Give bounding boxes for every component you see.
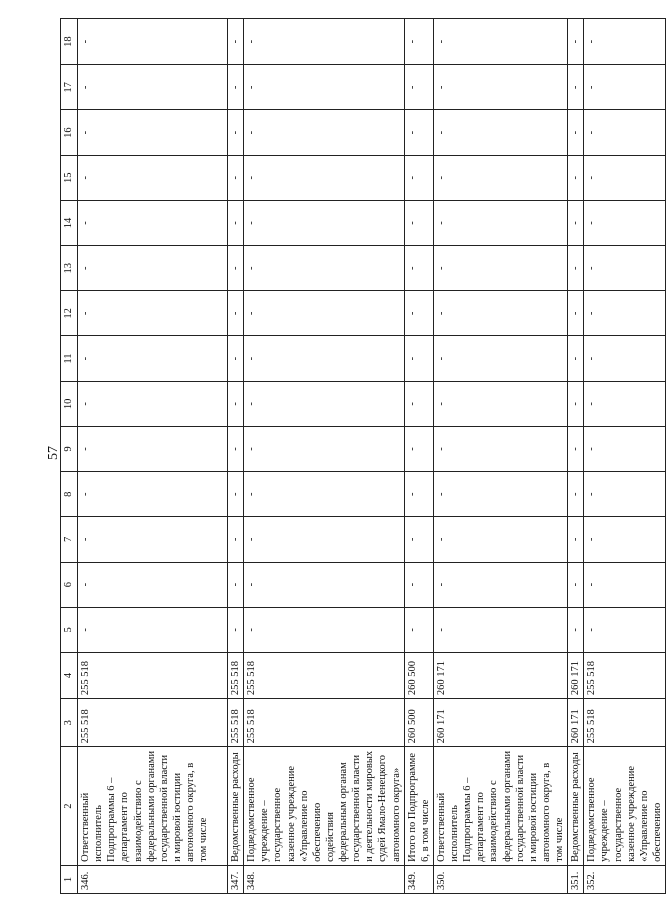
value-col-8: - (584, 472, 666, 517)
row-description: Итого по Подпрограмме 6, в том числе (404, 747, 433, 866)
value-col-14: - (568, 200, 584, 245)
row-number: 348. (244, 865, 405, 893)
value-col-8: - (404, 472, 433, 517)
value-col-14: - (404, 200, 433, 245)
value-col-11: - (244, 336, 405, 381)
value-col-17: - (584, 65, 666, 110)
column-header-3: 3 (61, 699, 78, 747)
value-col-16: - (433, 110, 567, 155)
row-number: 350. (433, 865, 567, 893)
table-row (568, 19, 584, 894)
value-col-8: - (433, 472, 567, 517)
value-col-12: - (404, 291, 433, 336)
value-col-4: 255 518 (584, 652, 666, 698)
column-header-8: 8 (61, 472, 78, 517)
column-header-12: 12 (61, 291, 78, 336)
column-header-16: 16 (61, 110, 78, 155)
value-col-9: - (584, 426, 666, 471)
value-col-12: - (244, 291, 405, 336)
value-col-17: - (568, 65, 584, 110)
row-description: Ведомственные расходы (228, 747, 244, 866)
value-col-11: - (584, 336, 666, 381)
value-col-13: - (404, 246, 433, 291)
row-number: 347. (228, 865, 244, 893)
value-col-16: - (584, 110, 666, 155)
value-col-7: - (433, 517, 567, 562)
value-col-5: - (228, 607, 244, 652)
value-col-3: 255 518 (244, 699, 405, 747)
value-col-17: - (78, 65, 228, 110)
value-col-13: - (78, 246, 228, 291)
value-col-9: - (404, 426, 433, 471)
value-col-3: 255 518 (228, 699, 244, 747)
value-col-16: - (244, 110, 405, 155)
value-col-4: 255 518 (78, 652, 228, 698)
value-col-9: - (433, 426, 567, 471)
value-col-7: - (404, 517, 433, 562)
value-col-17: - (404, 65, 433, 110)
column-header-10: 10 (61, 381, 78, 426)
value-col-9: - (228, 426, 244, 471)
column-header-14: 14 (61, 200, 78, 245)
value-col-10: - (584, 381, 666, 426)
value-col-14: - (228, 200, 244, 245)
budget-table (60, 18, 666, 894)
value-col-12: - (78, 291, 228, 336)
row-description: Подведомственное учреждение – государственное казенное учреждение «Управление по обеспечению содействия федеральным органам государственной власти и деятельности мировых судей Ямало-Ненецкого автономного округа» (244, 747, 405, 866)
column-header-11: 11 (61, 336, 78, 381)
value-col-15: - (404, 155, 433, 200)
value-col-14: - (78, 200, 228, 245)
header-row (61, 19, 78, 894)
value-col-4: 260 500 (404, 652, 433, 698)
value-col-17: - (228, 65, 244, 110)
table-row (584, 19, 666, 894)
column-header-13: 13 (61, 246, 78, 291)
value-col-10: - (433, 381, 567, 426)
row-number: 349. (404, 865, 433, 893)
row-number: 346. (78, 865, 228, 893)
row-number: 351. (568, 865, 584, 893)
column-header-6: 6 (61, 562, 78, 607)
value-col-13: - (568, 246, 584, 291)
value-col-7: - (244, 517, 405, 562)
table-row (244, 19, 405, 894)
value-col-14: - (244, 200, 405, 245)
value-col-16: - (404, 110, 433, 155)
value-col-5: - (244, 607, 405, 652)
rotated-table-wrapper (60, 18, 663, 894)
table-row (78, 19, 228, 894)
value-col-8: - (228, 472, 244, 517)
value-col-11: - (228, 336, 244, 381)
value-col-3: 260 171 (433, 699, 567, 747)
value-col-16: - (228, 110, 244, 155)
column-header-5: 5 (61, 607, 78, 652)
value-col-4: 255 518 (244, 652, 405, 698)
value-col-6: - (244, 562, 405, 607)
value-col-8: - (244, 472, 405, 517)
column-header-18: 18 (61, 19, 78, 65)
row-number: 352. (584, 865, 666, 893)
value-col-6: - (404, 562, 433, 607)
row-description: Ответственный исполнитель Подпрограммы 6 – департамент по взаимодействию с федеральными органами государственной власти и мировой юстиции автономного округа, в том числе (78, 747, 228, 866)
value-col-9: - (78, 426, 228, 471)
table-row (228, 19, 244, 894)
value-col-12: - (584, 291, 666, 336)
column-header-2: 2 (61, 747, 78, 866)
value-col-13: - (244, 246, 405, 291)
value-col-3: 260 171 (568, 699, 584, 747)
value-col-4: 260 171 (433, 652, 567, 698)
value-col-15: - (244, 155, 405, 200)
value-col-17: - (433, 65, 567, 110)
value-col-6: - (568, 562, 584, 607)
column-header-1: 1 (61, 865, 78, 893)
value-col-15: - (78, 155, 228, 200)
value-col-3: 260 500 (404, 699, 433, 747)
value-col-8: - (78, 472, 228, 517)
value-col-7: - (584, 517, 666, 562)
value-col-3: 255 518 (584, 699, 666, 747)
value-col-16: - (568, 110, 584, 155)
value-col-10: - (404, 381, 433, 426)
value-col-5: - (433, 607, 567, 652)
value-col-14: - (433, 200, 567, 245)
value-col-11: - (78, 336, 228, 381)
value-col-18: - (244, 19, 405, 65)
table-header (61, 19, 78, 894)
value-col-6: - (78, 562, 228, 607)
value-col-15: - (228, 155, 244, 200)
value-col-14: - (584, 200, 666, 245)
value-col-18: - (433, 19, 567, 65)
value-col-13: - (584, 246, 666, 291)
value-col-5: - (404, 607, 433, 652)
value-col-10: - (228, 381, 244, 426)
value-col-16: - (78, 110, 228, 155)
value-col-5: - (584, 607, 666, 652)
value-col-10: - (568, 381, 584, 426)
value-col-12: - (228, 291, 244, 336)
value-col-6: - (584, 562, 666, 607)
value-col-3: 255 518 (78, 699, 228, 747)
value-col-10: - (78, 381, 228, 426)
column-header-4: 4 (61, 652, 78, 698)
table-body (78, 19, 666, 894)
value-col-9: - (568, 426, 584, 471)
column-header-9: 9 (61, 426, 78, 471)
value-col-12: - (568, 291, 584, 336)
value-col-7: - (228, 517, 244, 562)
value-col-17: - (244, 65, 405, 110)
column-header-15: 15 (61, 155, 78, 200)
value-col-15: - (568, 155, 584, 200)
value-col-18: - (78, 19, 228, 65)
column-header-17: 17 (61, 65, 78, 110)
value-col-11: - (568, 336, 584, 381)
row-description: Подведомственное учреждение – государственное казенное учреждение «Управление по обеспечению (584, 747, 666, 866)
value-col-6: - (228, 562, 244, 607)
row-description: Ответственный исполнитель Подпрограммы 6 – департамент по взаимодействию с федеральными органами государственной власти и мировой юстиции автономного округа, в том числе (433, 747, 567, 866)
value-col-18: - (228, 19, 244, 65)
value-col-18: - (584, 19, 666, 65)
value-col-4: 255 518 (228, 652, 244, 698)
value-col-6: - (433, 562, 567, 607)
table-row (404, 19, 433, 894)
value-col-15: - (433, 155, 567, 200)
value-col-5: - (568, 607, 584, 652)
column-header-7: 7 (61, 517, 78, 562)
value-col-18: - (568, 19, 584, 65)
value-col-12: - (433, 291, 567, 336)
value-col-13: - (433, 246, 567, 291)
value-col-11: - (433, 336, 567, 381)
value-col-10: - (244, 381, 405, 426)
value-col-4: 260 171 (568, 652, 584, 698)
value-col-9: - (244, 426, 405, 471)
value-col-15: - (584, 155, 666, 200)
page-number: 57 (46, 446, 61, 460)
value-col-13: - (228, 246, 244, 291)
value-col-7: - (78, 517, 228, 562)
value-col-18: - (404, 19, 433, 65)
value-col-8: - (568, 472, 584, 517)
value-col-11: - (404, 336, 433, 381)
row-description: Ведомственные расходы (568, 747, 584, 866)
value-col-7: - (568, 517, 584, 562)
value-col-5: - (78, 607, 228, 652)
table-row (433, 19, 567, 894)
